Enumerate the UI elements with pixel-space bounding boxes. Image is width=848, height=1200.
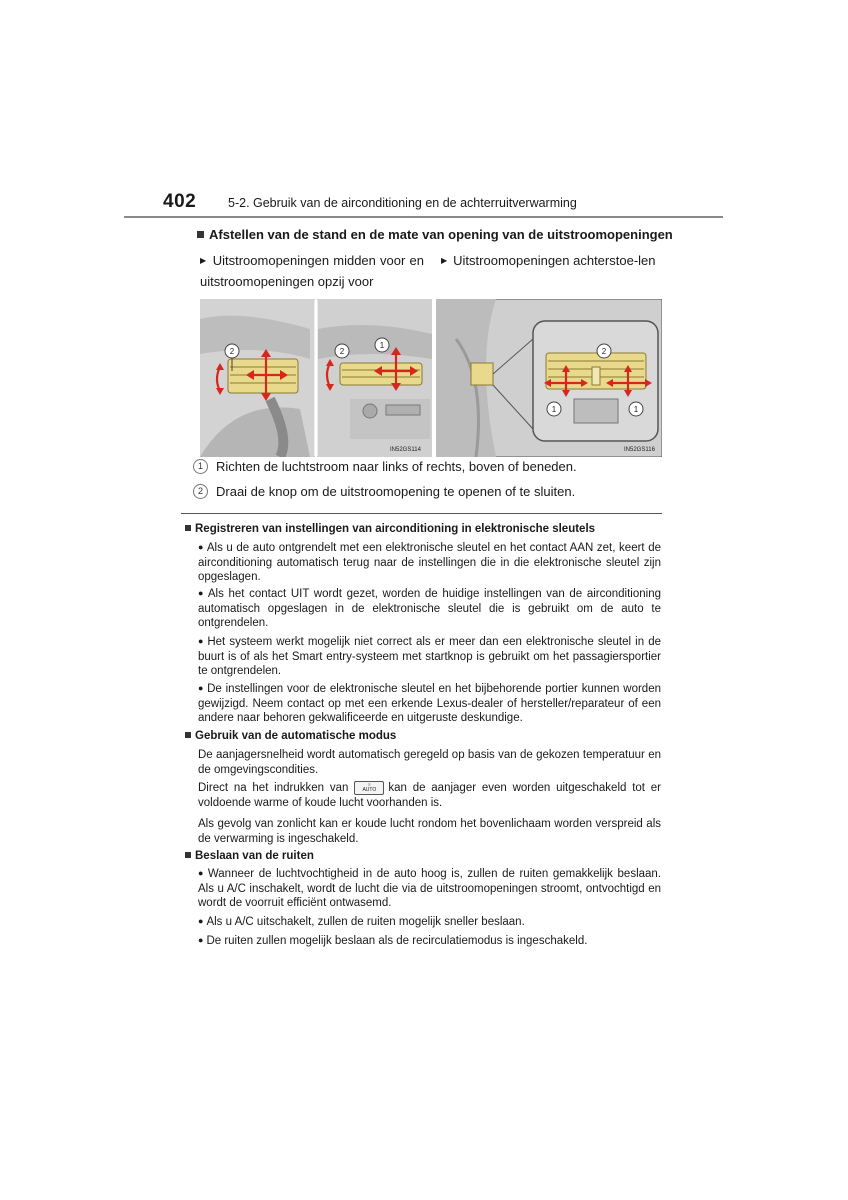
paragraph-auto-button: [198, 781, 661, 810]
legend-text-1: Richten de luchtstroom naar links of rechts, boven of beneden.: [216, 459, 577, 474]
square-bullet-icon: [185, 732, 191, 738]
front-vents-illustration: [200, 299, 432, 457]
bullet-text: Als u de auto ontgrendelt met een elektronische sleutel en het contact AAN zet, keert de airconditioning automatisch terug naar de instellingen die in die elektronische sleutel zijn opgeslagen.: [198, 542, 661, 583]
square-bullet-icon: [197, 231, 204, 238]
page-number: 402: [163, 191, 197, 212]
dot-bullet-icon: ●: [198, 916, 204, 926]
dot-bullet-icon: ●: [198, 588, 205, 598]
circled-number-2: 2: [193, 484, 208, 499]
note-heading-text: Registreren van instellingen van airconditioning in elektronische sleutels: [195, 523, 596, 535]
auto-button-label: AUTO: [362, 787, 377, 793]
section-heading-text: Afstellen van de stand en de mate van opening van de uitstroomopeningen: [209, 227, 673, 242]
rear-vents-illustration: [436, 299, 662, 457]
note-heading-text: Beslaan van de ruiten: [195, 850, 314, 862]
bullet-text: Als u A/C uitschakelt, zullen de ruiten mogelijk sneller beslaan.: [206, 916, 525, 928]
bullet-item: [198, 635, 661, 679]
bullet-text: De instellingen voor de elektronische sleutel en het bijbehorende portier kunnen worden gewijzigd. Neem contact op met een erkende Lexus-dealer of hersteller/reparateur of een andere naar behoren gekwalificeerde en uitgeruste deskundige.: [198, 683, 661, 724]
legend-text-2: Draai de knop om de uitstroomopening te openen of te sluiten.: [216, 484, 576, 499]
svg-text:2: 2: [229, 347, 235, 356]
dot-bullet-icon: ●: [198, 935, 204, 945]
svg-text:1: 1: [551, 405, 557, 414]
bullet-item: [198, 867, 661, 911]
chapter-title: 5-2. Gebruik van de airconditioning en de achterruitverwarming: [228, 196, 577, 210]
bullet-text: Als het contact UIT wordt gezet, worden de huidige instellingen van de airconditioning automatisch opgeslagen in de elektronische sleutel die is gebruikt om de auto te ontgrendelen.: [198, 588, 662, 629]
header-divider: [124, 216, 723, 218]
legend-item-1: [193, 459, 577, 475]
triangle-bullet-icon: ▶: [200, 256, 207, 265]
legend-item-2: [193, 484, 575, 500]
square-bullet-icon: [185, 525, 191, 531]
svg-text:2: 2: [601, 347, 607, 356]
image-code-1: IN52GS114: [390, 447, 421, 453]
rear-vents-label: Uitstroomopeningen achterstoe-len: [453, 253, 656, 268]
image-code-2: IN52GS116: [624, 447, 655, 453]
paragraph-text: Direct na het indrukken van: [198, 782, 349, 795]
bullet-text: Wanneer de luchtvochtigheid in de auto hoog is, zullen de ruiten gemakkelijk beslaan. Als u A/C inschakelt, wordt de lucht die via de uitstroomopeningen stroomt, ontvochtigd en wordt de voorruit efficiënt ontwasemd.: [198, 868, 662, 909]
section-divider: [181, 513, 662, 514]
dot-bullet-icon: ●: [198, 636, 205, 646]
bullet-item: [198, 682, 661, 726]
front-vents-label: Uitstroomopeningen midden voor en uitstroomopeningen opzij voor: [200, 253, 424, 289]
note-heading-automatisch: [185, 730, 396, 742]
svg-text:2: 2: [339, 347, 345, 356]
bullet-item: [198, 934, 661, 949]
svg-text:1: 1: [633, 405, 639, 414]
bullet-text: Het systeem werkt mogelijk niet correct als er meer dan een elektronische sleutel in de buurt is of als het Smart entry-systeem met startknop is gebruikt om het passagiersportier te ontgrendelen.: [198, 636, 661, 677]
dot-bullet-icon: ●: [198, 868, 205, 878]
bullet-item: [198, 587, 661, 631]
triangle-bullet-icon: ▶: [441, 256, 448, 265]
dot-bullet-icon: ●: [198, 683, 205, 693]
bullet-text: De ruiten zullen mogelijk beslaan als de recirculatiemodus is ingeschakeld.: [206, 935, 588, 947]
bullet-item: [198, 541, 661, 585]
section-heading-vents: [197, 227, 673, 242]
dot-bullet-icon: ●: [198, 542, 204, 552]
column-rear-vents: [441, 251, 658, 272]
svg-text:1: 1: [379, 341, 385, 350]
paragraph: De aanjagersnelheid wordt automatisch geregeld op basis van de gekozen temperatuur en de omgevingscondities.: [198, 749, 661, 776]
column-front-vents: [200, 251, 424, 291]
bullet-item: [198, 915, 661, 930]
paragraph: Als gevolg van zonlicht kan er koude lucht rondom het bovenlichaam worden verspreid als de verwarming is ingeschakeld.: [198, 818, 661, 845]
circled-number-1: 1: [193, 459, 208, 474]
note-heading-text: Gebruik van de automatische modus: [195, 730, 397, 742]
note-heading-registreren: [185, 523, 595, 535]
square-bullet-icon: [185, 852, 191, 858]
auto-button-icon: ≡ AUTO: [354, 781, 384, 795]
paragraph-text: kan de aanjager even worden uitgeschakeld tot er voldoende warme of koude lucht voorhanden is.: [198, 782, 661, 809]
note-heading-beslaan: [185, 850, 314, 862]
